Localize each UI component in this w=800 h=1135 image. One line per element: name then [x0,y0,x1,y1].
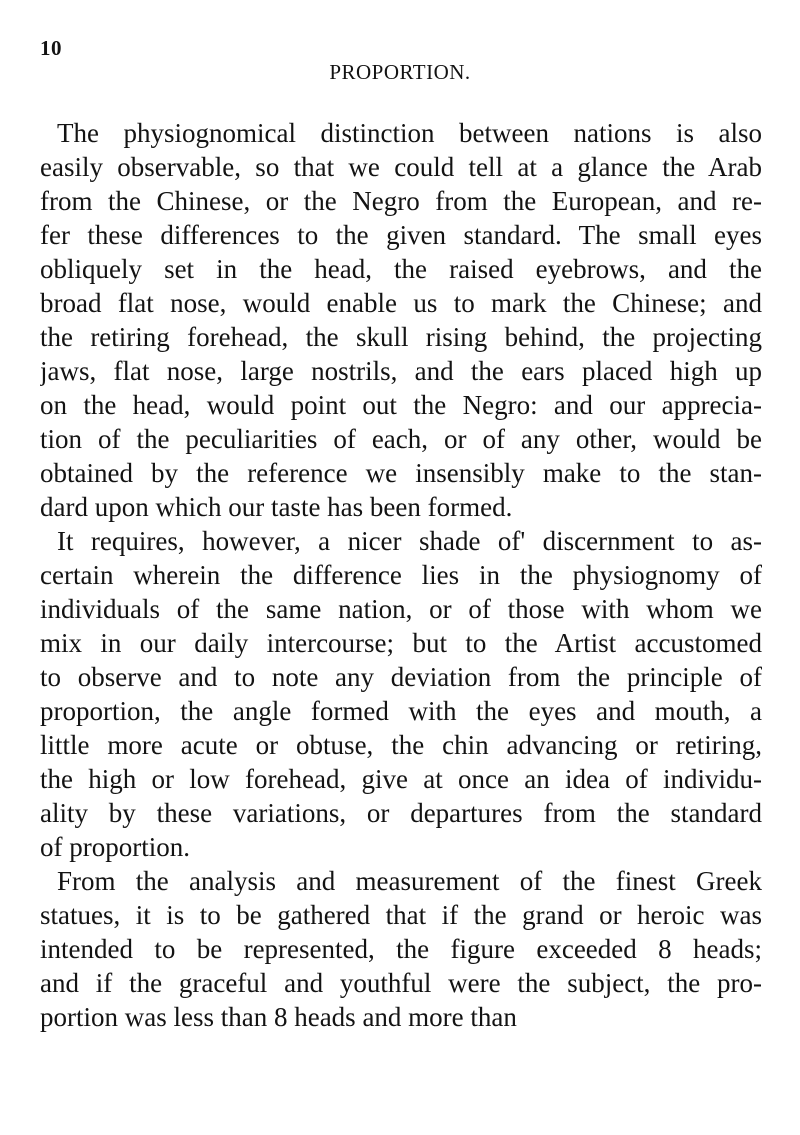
text-line: The physiognomical distinction between nations is also [57,118,762,148]
text-line: proportion, the angle formed with the eyes and mouth, a [40,696,762,726]
text-line: intended to be represented, the figure exceeded 8 heads; [40,934,762,964]
text-line: tion of the peculiarities of each, or of any other, would be [40,424,762,454]
text-line: the retiring forehead, the skull rising behind, the projecting [40,322,762,352]
paragraph [40,116,762,524]
text-line: ality by these variations, or departures from the standard [40,798,762,828]
text-line: jaws, flat nose, large nostrils, and the ears placed high up [40,356,762,386]
text-line: on the head, would point out the Negro: and our apprecia- [40,390,762,420]
text-line: the high or low forehead, give at once an idea of individu- [40,764,762,794]
paragraph [40,864,762,1034]
text-line: fer these differences to the given standard. The small eyes [40,220,762,250]
text-line: certain wherein the difference lies in the physiognomy of [40,560,762,590]
text-line: obliquely set in the head, the raised eyebrows, and the [40,254,762,284]
page-body [40,116,762,1034]
text-line: to observe and to note any deviation from the principle of [40,662,762,692]
text-line: broad flat nose, would enable us to mark the Chinese; and [40,288,762,318]
text-line: statues, it is to be gathered that if the grand or heroic was [40,900,762,930]
text-line: individuals of the same nation, or of those with whom we [40,594,762,624]
text-line: from the Chinese, or the Negro from the European, and re- [40,186,762,216]
text-line: dard upon which our taste has been formed. [40,492,513,522]
text-line: It requires, however, a nicer shade of' discernment to as- [57,526,762,556]
text-line: of proportion. [40,832,190,862]
text-line: From the analysis and measurement of the finest Greek [57,866,762,896]
page-number: 10 [40,36,62,60]
running-header: PROPORTION. [329,60,471,84]
text-line: portion was less than 8 heads and more than [40,1002,517,1032]
paragraph [40,524,762,864]
text-line: easily observable, so that we could tell at a glance the Arab [40,152,762,182]
text-line: little more acute or obtuse, the chin advancing or retiring, [40,730,762,760]
text-line: obtained by the reference we insensibly make to the stan- [40,458,762,488]
text-line: and if the graceful and youthful were the subject, the pro- [40,968,762,998]
text-line: mix in our daily intercourse; but to the Artist accustomed [40,628,762,658]
